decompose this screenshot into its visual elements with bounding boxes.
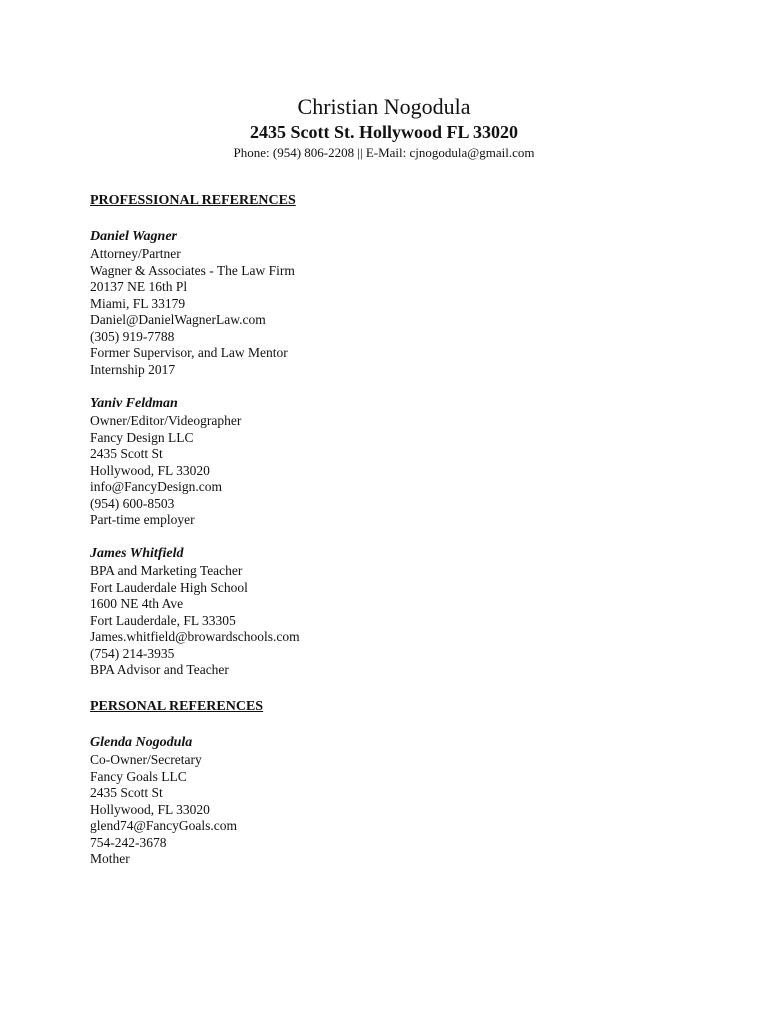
applicant-address: 2435 Scott St. Hollywood FL 33020 bbox=[249, 122, 518, 142]
reference-relationship: Mother bbox=[90, 851, 130, 866]
reference-phone: (954) 600-8503 bbox=[90, 495, 175, 511]
reference-name: James Whitfield bbox=[90, 546, 184, 561]
reference-city: Fort Lauderdale, FL 33305 bbox=[90, 612, 236, 628]
reference-email: info@FancyDesign.com bbox=[90, 479, 223, 494]
reference-title: BPA and Marketing Teacher bbox=[90, 563, 243, 578]
reference-name: Glenda Nogodula bbox=[90, 735, 193, 750]
reference-james-whitfield bbox=[90, 545, 690, 679]
reference-company: Fancy Design LLC bbox=[90, 429, 194, 445]
reference-phone: (754) 214-3935 bbox=[90, 645, 175, 661]
reference-city: Hollywood, FL 33020 bbox=[90, 462, 210, 478]
reference-street: 20137 NE 16th Pl bbox=[90, 279, 188, 294]
document-header bbox=[0, 94, 768, 162]
applicant-contact: Phone: (954) 806-2208 || E-Mail: cjnogodula@gmail.com bbox=[233, 145, 535, 160]
reference-email: James.whitfield@browardschools.com bbox=[90, 629, 300, 644]
reference-yaniv-feldman bbox=[90, 395, 690, 529]
reference-relationship: BPA Advisor and Teacher bbox=[90, 662, 229, 677]
reference-name: Yaniv Feldman bbox=[90, 396, 178, 411]
reference-company: Fort Lauderdale High School bbox=[90, 579, 248, 595]
reference-title: Co-Owner/Secretary bbox=[90, 752, 202, 767]
reference-street: 2435 Scott St bbox=[90, 785, 163, 800]
reference-email: Daniel@DanielWagnerLaw.com bbox=[90, 312, 266, 327]
reference-title: Attorney/Partner bbox=[90, 246, 181, 261]
applicant-name: Christian Nogodula bbox=[297, 94, 471, 119]
reference-name: Daniel Wagner bbox=[90, 229, 177, 244]
reference-company: Wagner & Associates - The Law Firm bbox=[90, 262, 295, 278]
reference-street: 2435 Scott St bbox=[90, 446, 163, 461]
reference-city: Hollywood, FL 33020 bbox=[90, 801, 210, 817]
reference-glenda-nogodula bbox=[90, 734, 690, 868]
professional-references-heading: PROFESSIONAL REFERENCES bbox=[90, 193, 296, 208]
reference-street: 1600 NE 4th Ave bbox=[90, 596, 184, 611]
reference-daniel-wagner bbox=[90, 228, 690, 378]
reference-company: Fancy Goals LLC bbox=[90, 768, 187, 784]
reference-note: Internship 2017 bbox=[90, 361, 176, 377]
reference-title: Owner/Editor/Videographer bbox=[90, 413, 242, 428]
reference-city: Miami, FL 33179 bbox=[90, 295, 186, 311]
reference-relationship: Part-time employer bbox=[90, 512, 195, 527]
reference-phone: 754-242-3678 bbox=[90, 834, 167, 850]
personal-references-heading: PERSONAL REFERENCES bbox=[90, 699, 264, 714]
reference-relationship: Former Supervisor, and Law Mentor bbox=[90, 345, 288, 360]
reference-phone: (305) 919-7788 bbox=[90, 328, 175, 344]
reference-email: glend74@FancyGoals.com bbox=[90, 818, 238, 833]
